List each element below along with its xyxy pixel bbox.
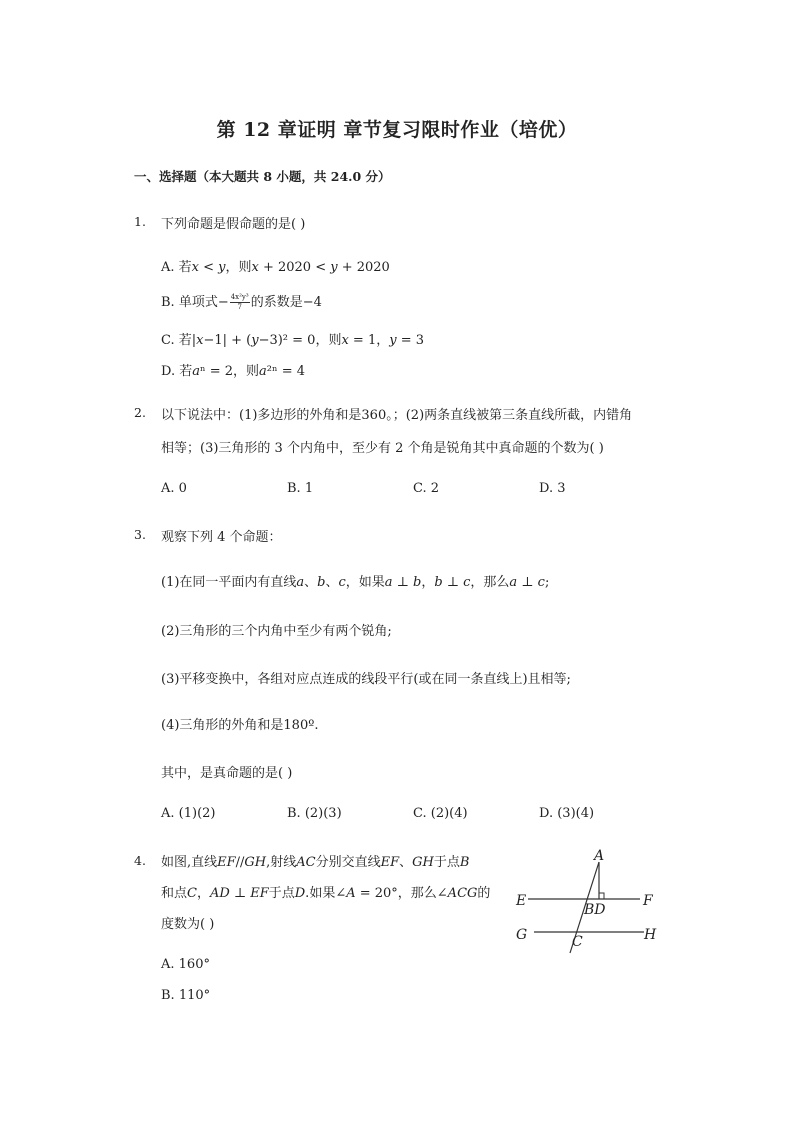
q4-stem-line2: 和点𝐶，𝐴𝐷 ⊥ 𝐸𝐹于点𝐷.如果∠𝐴 = 20°，那么∠𝐴𝐶𝐺的 xyxy=(161,886,491,901)
label-c: C xyxy=(572,934,583,950)
q3-stem: 观察下列 4 个命题： xyxy=(161,530,282,545)
label-bd: BD xyxy=(584,902,606,918)
q2-option-a: A. 0 xyxy=(161,481,187,496)
q3-statement-3: (3)平移变换中，各组对应点连成的线段平行(或在同一条直线上)且相等; xyxy=(161,672,571,687)
q1-option-b-fraction xyxy=(230,293,250,312)
label-g: G xyxy=(516,927,528,943)
q3-statement-2: (2)三角形的三个内角中至少有两个锐角; xyxy=(161,624,392,639)
q4-stem-line1: 如图,直线𝐸𝐹//𝐺𝐻,射线𝐴𝐶分别交直线𝐸𝐹、𝐺𝐻于点𝐵 xyxy=(161,855,470,870)
q2-option-c: C. 2 xyxy=(413,481,440,496)
section-header: 一、选择题（本大题共 8 小题，共 24.0 分） xyxy=(134,169,391,184)
q4-geometry-figure xyxy=(510,845,665,960)
q3-option-b: B. (2)(3) xyxy=(287,806,342,821)
q2-stem-line1: 以下说法中：(1)多边形的外角和是360。；(2)两条直线被第三条直线所截，内错角 xyxy=(161,408,633,423)
q4-number: 4. xyxy=(134,853,146,868)
q1-option-c: C. 若|𝑥−1| + (𝑦−3)² = 0，则𝑥 = 1，𝑦 = 3 xyxy=(161,333,424,348)
label-e: E xyxy=(516,893,527,909)
q2-option-b: B. 1 xyxy=(287,481,314,496)
q3-option-d: D. (3)(4) xyxy=(539,806,595,821)
q2-stem-line2: 相等；(3)三角形的 3 个内角中，至少有 2 个角是锐角其中真命题的个数为( ) xyxy=(161,441,604,456)
q1-option-b-prefix: B. 单项式− xyxy=(161,295,229,310)
q1-option-b xyxy=(161,291,322,312)
right-angle-mark xyxy=(599,893,604,899)
q2-option-d: D. 3 xyxy=(539,481,566,496)
q3-option-a: A. (1)(2) xyxy=(161,806,216,821)
q3-option-c: C. (2)(4) xyxy=(413,806,468,821)
q1-option-b-suffix: 的系数是−4 xyxy=(250,295,322,310)
q1-option-a: A. 若𝑥 < 𝑦，则𝑥 + 2020 < 𝑦 + 2020 xyxy=(161,260,390,275)
label-h: H xyxy=(644,927,657,943)
fraction-numerator: 4x²y³ xyxy=(230,293,249,301)
label-f: F xyxy=(643,893,653,909)
q4-stem-line3: 度数为( ) xyxy=(161,917,215,932)
q2-number: 2. xyxy=(134,405,146,420)
q4-option-a: A. 160° xyxy=(161,957,210,972)
q3-statement-1: (1)在同一平面内有直线𝑎、𝑏、𝑐，如果𝑎 ⊥ 𝑏，𝑏 ⊥ 𝑐，那么𝑎 ⊥ 𝑐; xyxy=(161,575,550,590)
q1-number: 1. xyxy=(134,214,146,229)
q3-number: 3. xyxy=(134,527,146,542)
q3-statement-4: (4)三角形的外角和是180º. xyxy=(161,718,319,733)
label-a: A xyxy=(594,848,605,864)
q4-option-b: B. 110° xyxy=(161,988,211,1003)
q3-ask: 其中，是真命题的是( ) xyxy=(161,766,293,781)
page-title: 第 12 章证明 章节复习限时作业（培优） xyxy=(216,119,578,141)
fraction-denominator: 7 xyxy=(237,303,242,311)
q1-option-d: D. 若𝑎ⁿ = 2，则𝑎²ⁿ = 4 xyxy=(161,364,306,379)
q1-stem: 下列命题是假命题的是( ) xyxy=(161,217,306,232)
